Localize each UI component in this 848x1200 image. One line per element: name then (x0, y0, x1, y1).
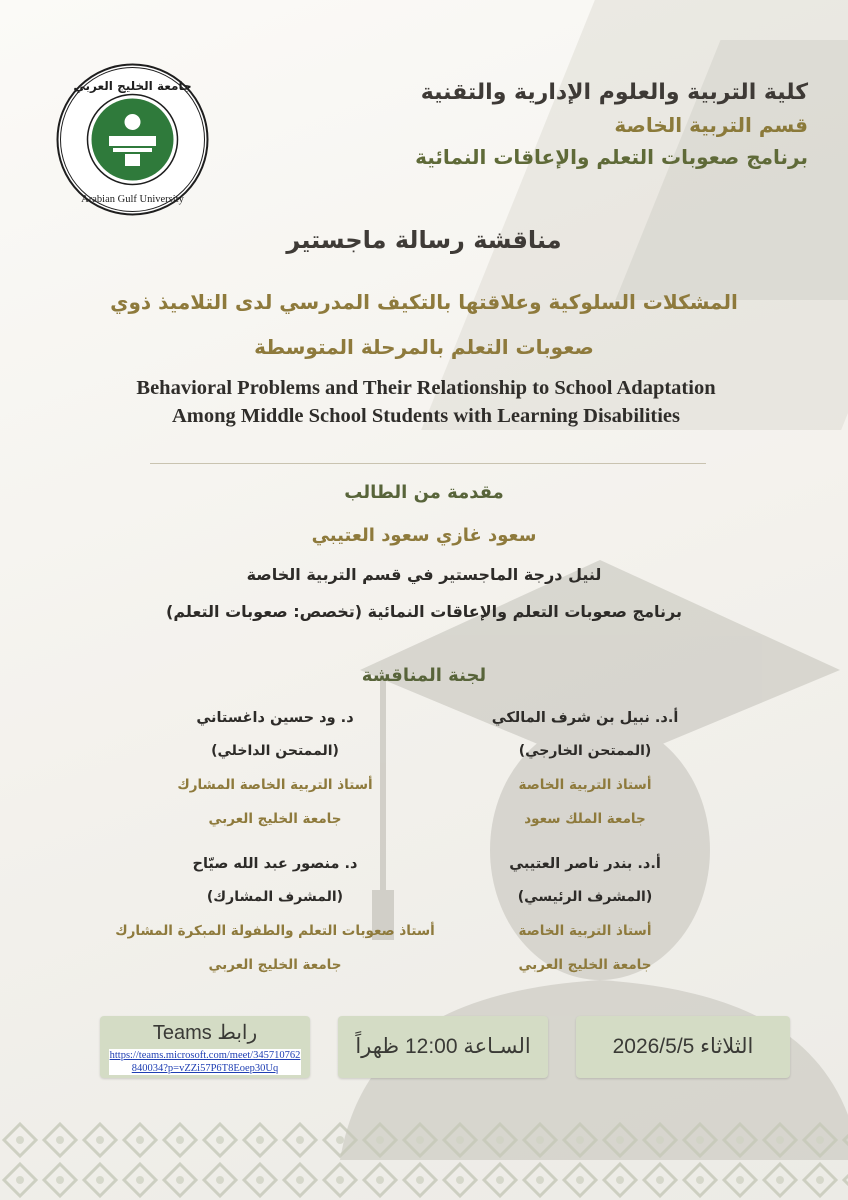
member-university: جامعة الخليج العربي (518, 957, 652, 973)
member-position: أستاذ صعوبات التعلم والطفولة المبكرة المشارك (115, 923, 435, 939)
thesis-title-ar-line2: صعوبات التعلم بالمرحلة المتوسطة (254, 335, 594, 359)
member-name: أ.د. بندر ناصر العتيبي (509, 856, 661, 872)
time-label: السـاعة 12:00 ظهراً (355, 1035, 531, 1058)
decorative-pattern (0, 1120, 848, 1200)
time-box (338, 1016, 548, 1078)
event-title: مناقشة رسالة ماجستير (286, 226, 562, 254)
committee-member-internal (110, 710, 440, 835)
committee-member-external (420, 710, 750, 835)
member-position: أستاذ التربية الخاصة المشارك (177, 777, 373, 793)
member-role: (المشرف المشارك) (206, 889, 344, 905)
member-position: أستاذ التربية الخاصة (518, 923, 652, 939)
teams-meeting-link[interactable]: https://teams.microsoft.com/meet/345710762840034?p=vZZi57P6T8Eoep30Uq (109, 1050, 301, 1074)
thesis-title-en: Behavioral Problems and Their Relationship to School Adaptation Among Middle School Students with Learning Disabilities (136, 377, 716, 427)
committee-member-co-supervisor (110, 856, 440, 981)
divider (150, 463, 706, 464)
program-line: برنامج صعوبات التعلم والإعاقات النمائية (تخصص: صعوبات التعلم) (166, 602, 682, 621)
member-role: (الممتحن الداخلي) (211, 743, 339, 759)
presented-by: مقدمة من الطالب (344, 482, 504, 503)
seal-arabic-text: جامعة الخليج العربي (73, 79, 192, 93)
member-role: (الممتحن الخارجي) (518, 743, 652, 759)
date-box (576, 1016, 790, 1078)
member-university: جامعة الخليج العربي (208, 957, 342, 973)
college-name: كلية التربية والعلوم الإدارية والتقنية (420, 80, 808, 105)
student-name: سعود غازي سعود العتيبي (311, 525, 537, 546)
seal-english-text: Arabian Gulf University (81, 194, 184, 205)
member-university: جامعة الخليج العربي (208, 811, 342, 827)
member-role: (المشرف الرئيسي) (517, 889, 653, 905)
committee-heading: لجنة المناقشة (361, 665, 487, 686)
teams-link-label: رابط Teams (152, 1022, 258, 1044)
member-name: أ.د. نبيل بن شرف المالكي (491, 710, 679, 726)
member-position: أستاذ التربية الخاصة (518, 777, 652, 793)
member-name: د. منصور عبد الله صيّاح (192, 856, 358, 872)
thesis-title-ar-line1: المشكلات السلوكية وعلاقتها بالتكيف المدرسي لدى التلاميذ ذوي (110, 290, 738, 314)
committee-member-supervisor (420, 856, 750, 981)
program-name: برنامج صعوبات التعلم والإعاقات النمائية (415, 145, 808, 169)
university-logo (55, 62, 210, 217)
department-name: قسم التربية الخاصة (614, 113, 808, 137)
degree-line: لنيل درجة الماجستير في قسم التربية الخاصة (246, 565, 602, 584)
member-university: جامعة الملك سعود (524, 811, 646, 827)
date-label: الثلاثاء 2026/5/5 (612, 1035, 754, 1058)
member-name: د. ود حسين داغستاني (196, 710, 354, 726)
teams-link-box (100, 1016, 310, 1078)
